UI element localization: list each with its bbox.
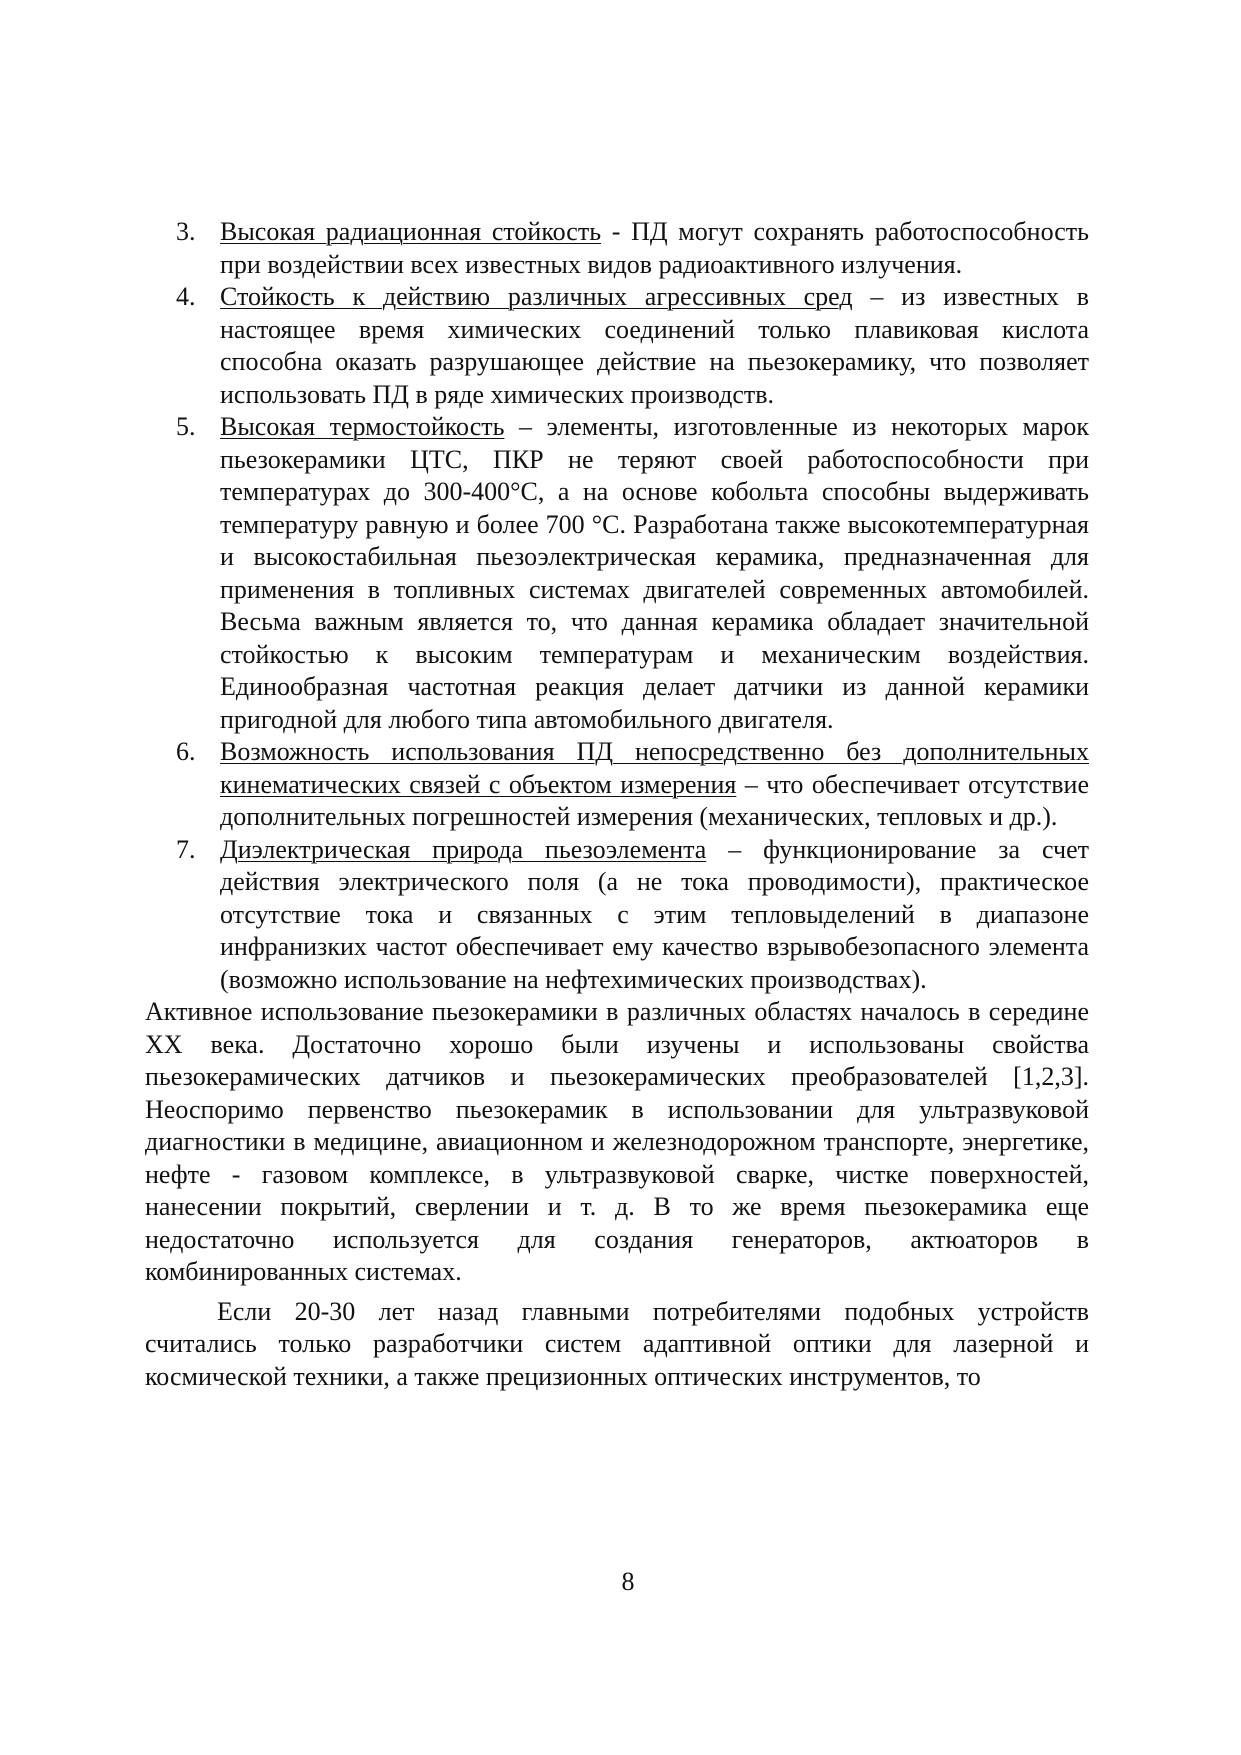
list-item-number: 3. bbox=[176, 217, 196, 246]
page-body bbox=[145, 216, 1089, 1393]
list-item-text: – из известных в настоящее время химических соединений только плавиковая кислота способна оказать разрушающее действие на пьезокерамику, что позволяет использовать ПД в ряде химических производств. bbox=[220, 282, 1089, 409]
page-number: 8 bbox=[621, 1567, 635, 1596]
body-paragraph: Если 20-30 лет назад главными потребителями подобных устройств считались только разработчики систем адаптивной оптики для лазерной и космической техники, а также прецизионных оптических инструментов, то bbox=[145, 1296, 1089, 1391]
list-item bbox=[145, 834, 1089, 997]
list-item bbox=[145, 281, 1089, 411]
list-item-number: 7. bbox=[176, 834, 196, 864]
list-item bbox=[145, 216, 1089, 281]
list-item bbox=[145, 736, 1089, 834]
properties-list bbox=[145, 216, 1089, 996]
list-item-title: Возможность использования ПД непосредственно без дополнительных кинематических связей с объектом измерения bbox=[220, 737, 1089, 799]
list-item-text: – что обеспечивает отсутствие дополнительных погрешностей измерения (механических, тепловых и др.). bbox=[220, 769, 1090, 831]
list-item-number: 5. bbox=[176, 412, 196, 441]
body-paragraph: Активное использование пьезокерамики в различных областях началось в середине XX века. Достаточно хорошо были изучены и использованы свойства пьезокерамических датчиков и пьезокерамических преобразователей [1,2,3]. Неоспоримо первенство пьезокерамик в использовании для ультразвуковой диагностики в медицине, авиационном и железнодорожном транспорте, энергетике, нефте - газовом комплексе, в ультразвуковой сварке, чистке поверхностей, нанесении покрытий, сверлении и т. д. В то же время пьезокерамика еще недостаточно используется для создания генераторов, актюаторов в комбинированных системах. bbox=[145, 997, 1089, 1286]
list-item bbox=[145, 411, 1089, 736]
list-item-text: – элементы, изготовленные из некоторых марок пьезокерамики ЦТС, ПКР не теряют своей работоспособности при температурах до 300-400°С, а на основе кобольта способны выдерживать температуру равную и более 700 °С. Разработана также высокотемпературная и высокостабильная пьезоэлектрическая керамика, предназначенная для применения в топливных системах двигателей современных автомобилей. Весьма важным является то, что данная керамика обладает значительной стойкостью к высоким температурам и механическим воздействия. Единообразная частотная реакция делает датчики из данной керамики пригодной для любого типа автомобильного двигателя. bbox=[220, 412, 1090, 734]
list-item-title: Диэлектрическая природа пьезоэлемента bbox=[220, 834, 707, 864]
list-item-number: 6. bbox=[176, 737, 196, 766]
list-item-number: 4. bbox=[176, 282, 196, 311]
list-item-title: Высокая термостойкость bbox=[220, 412, 505, 441]
list-item-text: - ПД могут сохранять работоспособность при воздействии всех известных видов радиоактивного излучения. bbox=[220, 217, 1089, 279]
list-item-text: – функционирование за счет действия электрического поля (а не тока проводимости), практическое отсутствие тока и связанных с этим тепловыделений в диапазоне инфранизких частот обеспечивает ему качество взрывобезопасного элемента (возможно использование на нефтехимических производствах). bbox=[220, 834, 1089, 994]
list-item-title: Высокая радиационная стойкость bbox=[220, 217, 602, 246]
list-item-title: Стойкость к действию различных агрессивных сред bbox=[220, 282, 853, 311]
